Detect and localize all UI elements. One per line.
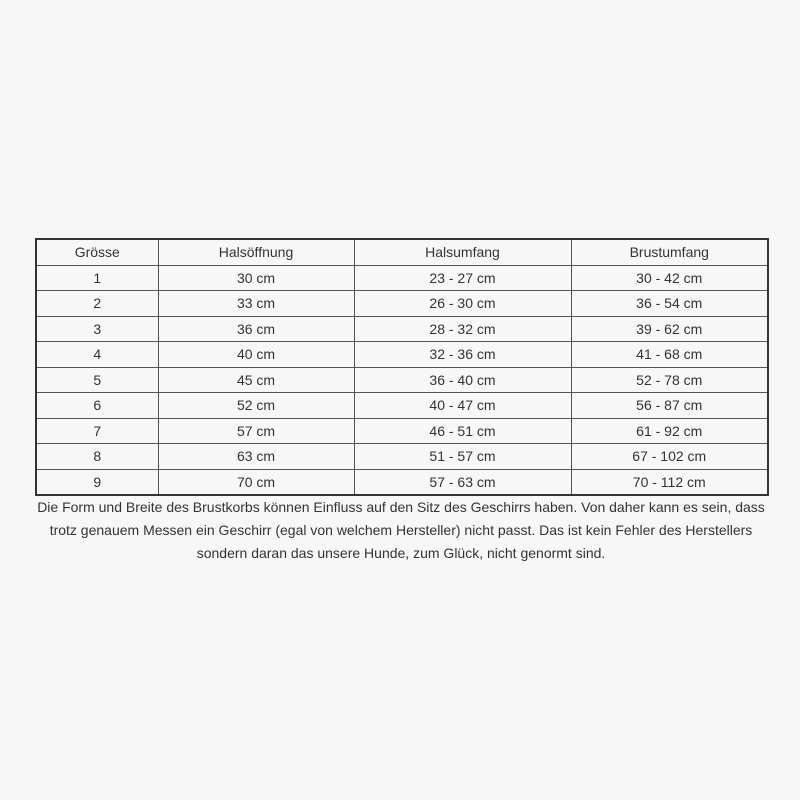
cell-neck-circumference: 51 - 57 cm [354, 444, 571, 470]
cell-size: 6 [36, 393, 158, 419]
table-row [36, 342, 768, 368]
table-row [36, 367, 768, 393]
cell-neck-circumference: 36 - 40 cm [354, 367, 571, 393]
fit-disclaimer-note: Die Form und Breite des Brustkorbs können Einfluss auf den Sitz des Geschirrs haben. Von daher kann es sein, dass trotz genauem Messen ein Geschirr (egal von welchem Hersteller) nicht passt. Das ist kein Fehler des Herstellers sondern daran das unsere Hunde, zum Glück, nicht genormt sind. [37, 499, 765, 561]
cell-size: 5 [36, 367, 158, 393]
table-row [36, 469, 768, 495]
table-row [36, 265, 768, 291]
table-header-row [36, 239, 768, 265]
cell-neck-opening: 30 cm [158, 265, 354, 291]
header-neck-circumference: Halsumfang [354, 239, 571, 265]
cell-neck-opening: 57 cm [158, 418, 354, 444]
cell-neck-opening: 45 cm [158, 367, 354, 393]
cell-neck-circumference: 26 - 30 cm [354, 291, 571, 317]
table-row [36, 393, 768, 419]
header-chest-circumference: Brustumfang [571, 239, 768, 265]
cell-chest-circumference: 56 - 87 cm [571, 393, 768, 419]
cell-chest-circumference: 41 - 68 cm [571, 342, 768, 368]
cell-neck-circumference: 23 - 27 cm [354, 265, 571, 291]
cell-size: 4 [36, 342, 158, 368]
cell-neck-opening: 52 cm [158, 393, 354, 419]
cell-neck-circumference: 40 - 47 cm [354, 393, 571, 419]
cell-size: 2 [36, 291, 158, 317]
cell-chest-circumference: 36 - 54 cm [571, 291, 768, 317]
size-chart-table [35, 238, 769, 496]
cell-chest-circumference: 67 - 102 cm [571, 444, 768, 470]
cell-neck-circumference: 28 - 32 cm [354, 316, 571, 342]
table-body [36, 265, 768, 495]
cell-size: 7 [36, 418, 158, 444]
cell-size: 3 [36, 316, 158, 342]
cell-neck-opening: 63 cm [158, 444, 354, 470]
cell-chest-circumference: 70 - 112 cm [571, 469, 768, 495]
cell-chest-circumference: 30 - 42 cm [571, 265, 768, 291]
cell-neck-opening: 70 cm [158, 469, 354, 495]
cell-neck-opening: 36 cm [158, 316, 354, 342]
cell-neck-opening: 33 cm [158, 291, 354, 317]
table-row [36, 316, 768, 342]
cell-chest-circumference: 61 - 92 cm [571, 418, 768, 444]
cell-neck-opening: 40 cm [158, 342, 354, 368]
cell-neck-circumference: 32 - 36 cm [354, 342, 571, 368]
header-neck-opening: Halsöffnung [158, 239, 354, 265]
table-row [36, 418, 768, 444]
cell-chest-circumference: 39 - 62 cm [571, 316, 768, 342]
table-row [36, 291, 768, 317]
cell-neck-circumference: 46 - 51 cm [354, 418, 571, 444]
cell-size: 1 [36, 265, 158, 291]
cell-neck-circumference: 57 - 63 cm [354, 469, 571, 495]
cell-size: 8 [36, 444, 158, 470]
cell-size: 9 [36, 469, 158, 495]
table-row [36, 444, 768, 470]
cell-chest-circumference: 52 - 78 cm [571, 367, 768, 393]
header-size: Grösse [36, 239, 158, 265]
